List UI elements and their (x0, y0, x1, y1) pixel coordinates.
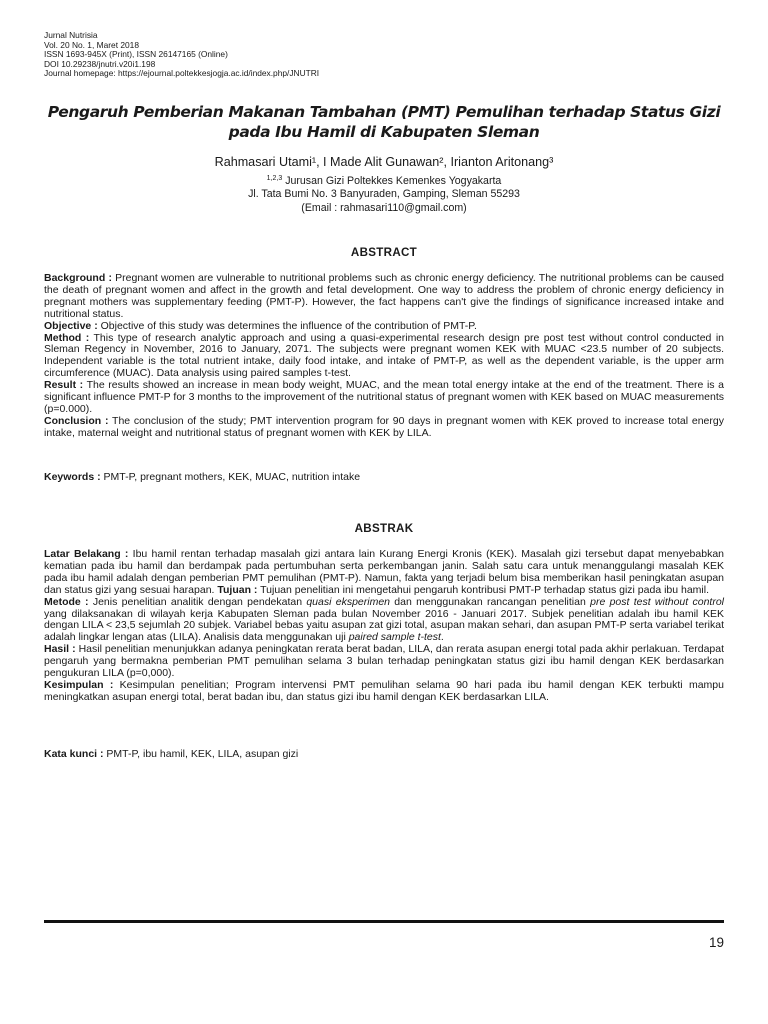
abstrak-kesimpulan (44, 680, 724, 704)
metode-italic-1: quasi eksperimen (306, 595, 391, 608)
conclusion-text: The conclusion of the study; PMT intervention program for 90 days in pregnant women with KEK proved to increase total energy intake, maternal weight and nutritional status of pregnant women with KEK by LILA. (44, 414, 724, 439)
tujuan-label: Tujuan : (217, 583, 258, 596)
katakunci-label: Kata kunci : (44, 748, 104, 760)
affiliation-dept (44, 175, 724, 188)
abstract-heading: ABSTRACT (350, 246, 418, 259)
kesimpulan-text: Kesimpulan penelitian; Program intervensi PMT pemulihan selama 90 hari pada ibu hamil dengan KEK terbukti mampu meningkatkan asupan energi total, berat badan ibu, dan status gizi ibu hamil dengan KEK berdasarkan LILA. (44, 678, 724, 703)
paper-title (44, 102, 724, 142)
journal-header (44, 31, 319, 79)
metode-text-2: dan menggunakan rancangan penelitian (390, 595, 591, 608)
abstrak-body (44, 549, 724, 704)
hasil-label: Hasil : (44, 643, 76, 656)
abstract-background (44, 273, 724, 321)
background-text: Pregnant women are vulnerable to nutritional problems such as chronic energy deficiency. The nutritional problems can be caused the death of pregnant women and affect in the growth and fetal development. One way to address the problem of chronic energy deficiency in pregnant mothers was supplementary feeding (PMT-P). However, the fact happens can't give the findings of significance increased intake and nutritional status. (44, 272, 725, 320)
result-label: Result : (44, 379, 84, 392)
journal-name: Jurnal Nutrisia (44, 30, 98, 40)
affiliation-sup: 1,2,3 (266, 175, 283, 182)
result-text: The results showed an increase in mean body weight, MUAC, and the mean total energy intake at the end of the treatment. There is a significant influence PMT-P for 3 months to the improvement of the nutritional status of pregnant women with KEK based on MUAC measurements (p=0.000). (44, 379, 724, 415)
hasil-text: Hasil penelitian menunjukkan adanya peningkatan rerata berat badan, LILA, dan rerata asupan energi total pada akhir perlakuan. Terdapat pengaruh yang bermakna pemberian PMT pemulihan selama 3 bulan terhadap peningkatan status gizi ibu hamil dengan KEK berdasarkan pengukuran LILA (p=0,000). (44, 643, 725, 680)
metode-text-4: . (440, 631, 444, 644)
title-line-1: Pengaruh Pemberian Makanan Tambahan (PMT) Pemulihan terhadap Status Gizi (47, 103, 721, 121)
journal-issn: ISSN 1693-945X (Print), ISSN 26147165 (Online) (44, 49, 228, 60)
author-list: Rahmasari Utami¹, I Made Alit Gunawan², Irianton Aritonang³ (214, 155, 554, 169)
latar-label: Latar Belakang : (44, 548, 129, 560)
keywords (44, 471, 724, 483)
method-text: This type of research analytic approach and using a quasi-experimental research design pre post test without control conducted in Sleman Regency in November, 2016 to January, 2071. The subjects were pregnant women KEK with MUAC <23.5 number of 20 subjects. Independent variable is the total nutrient intake, daily food intake, and intake of PMT-P, as well as the dependent variable, is the upper arm circumference (MUAC). Data analysis using paired samples t-test. (44, 331, 724, 380)
objective-label: Objective : (44, 319, 98, 332)
journal-homepage: Journal homepage: https://ejournal.poltekkesjogja.ac.id/index.php/JNUTRI (44, 68, 320, 79)
title-line-2: pada Ibu Hamil di Kabupaten Sleman (228, 123, 540, 141)
affiliation-address: Jl. Tata Bumi No. 3 Banyuraden, Gamping, Sleman 55293 (248, 188, 520, 201)
journal-volume: Vol. 20 No. 1, Maret 2018 (44, 39, 139, 50)
metode-italic-2: pre post test without control (590, 595, 724, 608)
keywords-label: Keywords : (44, 471, 101, 483)
metode-italic-3: paired sample t-test (348, 631, 441, 644)
latar-text: Ibu hamil rentan terhadap masalah gizi antara lain Kurang Energi Kronis (KEK). Masalah gizi tersebut dapat menyebabkan kematian pada ibu hamil dan berdampak pada pertumbuhan serta perkembangan janin. Salah satu cara untuk menanggulangi masalah KEK pada ibu hamil adalah dengan pemberian PMT pemulihan (PMT-P). Namun, fakta yang terjadi belum bisa memberikan hasil peningkatan asupan dan status gizi yang sesuai harapan. (44, 548, 724, 596)
abstrak-metode (44, 597, 724, 645)
affiliation (44, 175, 724, 215)
kata-kunci (44, 748, 724, 760)
abstrak-hasil (44, 644, 724, 680)
conclusion-label: Conclusion : (44, 414, 109, 427)
footer-rule (44, 920, 724, 923)
kesimpulan-label: Kesimpulan : (44, 678, 114, 691)
abstract-body (44, 273, 724, 440)
keywords-text: PMT-P, pregnant mothers, KEK, MUAC, nutrition intake (100, 471, 361, 483)
tujuan-text: Tujuan penelitian ini mengetahui pengaruh kontribusi PMT-P terhadap status gizi pada ibu hamil. (257, 583, 710, 596)
affiliation-email: (Email : rahmasari110@gmail.com) (301, 201, 467, 214)
abstract-conclusion (44, 416, 724, 440)
metode-text-1: Jenis penelitian analitik dengan pendekatan (88, 595, 307, 608)
journal-doi: DOI 10.29238/jnutri.v20i1.198 (44, 58, 156, 69)
metode-label: Metode : (44, 595, 89, 608)
abstrak-latar (44, 549, 724, 597)
method-label: Method : (44, 331, 90, 344)
katakunci-text: PMT-P, ibu hamil, KEK, LILA, asupan gizi (103, 748, 299, 760)
page-number: 19 (708, 935, 724, 950)
affiliation-dept-text: Jurusan Gizi Poltekkes Kemenkes Yogyakarta (282, 175, 502, 187)
abstrak-heading: ABSTRAK (354, 522, 414, 535)
objective-text: Objective of this study was determines the influence of the contribution of PMT-P. (97, 319, 477, 332)
metode-text-3: yang dilaksanakan di wilayah kerja Kabupaten Sleman pada bulan November 2016 - Januari 2017. Subjek penelitian adalah ibu hamil KEK dengan LILA < 23,5 sejumlah 20 subjek. Variabel bebas yaitu asupan zat gizi total, asupan makan sehari, dan asupan PMT-P serta variabel terikat adalah lingkar lengan atas (LILA). Analisis data menggunakan uji (44, 607, 724, 644)
abstract-method (44, 333, 724, 381)
background-label: Background : (44, 272, 112, 284)
abstract-result (44, 380, 724, 416)
